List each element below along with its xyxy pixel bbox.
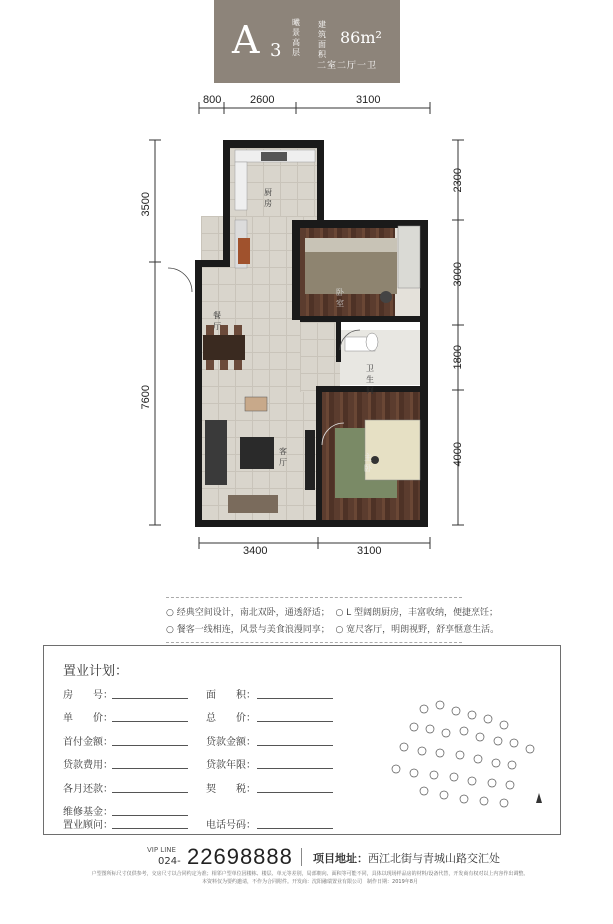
area-code: 024-	[158, 856, 181, 867]
field-room-no: 房 号：	[63, 690, 113, 701]
feature-1: 经典空间设计，南北双卧，通透舒适；	[176, 608, 330, 618]
dim-top-2: 2600	[250, 94, 275, 106]
feature-list	[166, 594, 500, 650]
input-loan-fee[interactable]	[112, 768, 188, 769]
field-unit-price: 单 价：	[63, 713, 113, 724]
unit-letter: A	[232, 18, 260, 62]
input-total-price[interactable]	[257, 721, 333, 722]
room-bedroom2: 卧室	[336, 288, 344, 308]
feature-2: L 型阔朗厨房，丰富收纳，便捷烹饪；	[346, 608, 499, 618]
area-value: 86m²	[340, 28, 382, 47]
address-label: 项目地址：	[313, 852, 368, 865]
input-deed-tax[interactable]	[257, 792, 333, 793]
north-arrow-icon	[536, 793, 542, 803]
field-loan-fee: 贷款费用：	[63, 760, 113, 771]
disclaimer: 户型图所标尺寸仅供参考，交房尺寸以合同约定为准；相邻户型单位因楼栋、楼层、单元等差别，局部朝向、面积等可能不同，具体以现场样品房的材料/设备代替，开发商有权对以上内容作出调整。本资料仅为要约邀请，不作为合同附件。开发商：沈阳融瑞置业有限公司 制作日期：2019年8月	[91, 871, 529, 885]
field-area: 面 积：	[206, 690, 256, 701]
project-address	[313, 850, 500, 866]
input-loan-years[interactable]	[257, 768, 333, 769]
field-phone: 电话号码：	[206, 820, 256, 831]
purchase-plan-form	[43, 645, 561, 835]
room-bathroom: 卫生间	[366, 364, 374, 395]
field-down-payment: 首付金额：	[63, 737, 113, 748]
dim-top-3: 3100	[356, 94, 381, 106]
field-loan-amount: 贷款金额：	[206, 737, 256, 748]
dim-bottom-1: 3400	[243, 545, 268, 557]
area-label: 建筑面积	[318, 20, 326, 59]
room-kitchen: 厨房	[264, 188, 272, 208]
feature-row-1: ○ 经典空间设计，南北双卧，通透舒适； ○ L 型阔朗厨房，丰富收纳，便捷烹饪；	[166, 608, 499, 618]
field-deed-tax: 契 税：	[206, 784, 256, 795]
input-maintenance[interactable]	[112, 815, 188, 816]
room-dining: 餐厅	[213, 311, 221, 331]
dim-left-1: 3500	[140, 192, 152, 217]
dim-right-3: 1800	[452, 345, 464, 370]
input-monthly[interactable]	[112, 792, 188, 793]
footer-divider	[301, 848, 302, 866]
field-loan-years: 贷款年限：	[206, 760, 256, 771]
vip-line-label: VIP LINE	[147, 846, 176, 854]
field-monthly: 各月还款：	[63, 784, 113, 795]
site-map	[384, 691, 554, 826]
vip-phone[interactable]: 22698888	[187, 844, 293, 869]
input-down-payment[interactable]	[112, 745, 188, 746]
field-consultant: 置业顾问：	[63, 820, 113, 831]
field-total-price: 总 价：	[206, 713, 256, 724]
feature-row-2: ○ 餐客一线相连，风景与美食浪漫同享； ○ 宽尺客厅，明朗视野，舒享惬意生活。	[166, 625, 500, 635]
input-area[interactable]	[257, 698, 333, 699]
input-unit-price[interactable]	[112, 721, 188, 722]
address-text: 西江北街与青城山路交汇处	[368, 852, 500, 865]
plan-title: 置业计划：	[63, 664, 129, 679]
input-consultant[interactable]	[112, 828, 188, 829]
dim-right-2: 3000	[452, 262, 464, 287]
feature-4: 宽尺客厅，明朗视野，舒享惬意生活。	[346, 625, 500, 635]
field-maintenance: 维修基金：	[63, 807, 113, 818]
room-config: 二室二厅一卫	[317, 61, 378, 71]
feature-3: 餐客一线相连，风景与美食浪漫同享；	[176, 625, 330, 635]
dim-top-1: 800	[203, 94, 222, 106]
input-loan-amount[interactable]	[257, 745, 333, 746]
dim-right-4: 4000	[452, 442, 464, 467]
input-room-no[interactable]	[112, 698, 188, 699]
input-phone[interactable]	[257, 828, 333, 829]
dim-right-1: 2300	[452, 168, 464, 193]
dim-bottom-2: 3100	[357, 545, 382, 557]
room-living: 客厅	[279, 447, 287, 467]
unit-number: 3	[270, 40, 282, 61]
room-master: 主卧	[364, 453, 372, 473]
building-label: 曦景高层	[292, 18, 300, 57]
dim-left-2: 7600	[140, 385, 152, 410]
